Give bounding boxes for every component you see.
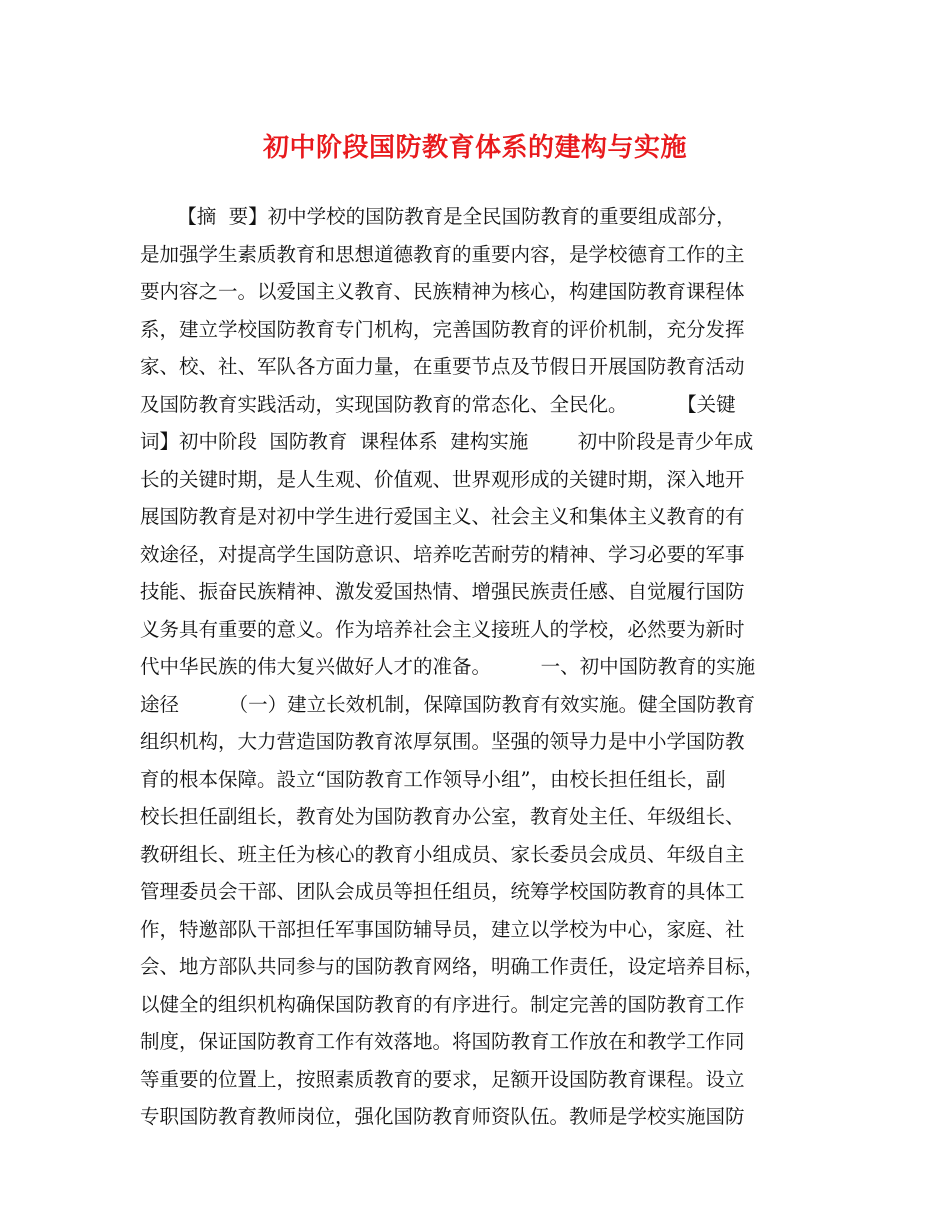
body-line: 制度，保证国防教育工作有效落地。将国防教育工作放在和教学工作同 <box>140 1030 745 1053</box>
body-line: 作，特邀部队干部担任军事国防辅导员，建立以学校为中心，家庭、社 <box>140 917 745 941</box>
body-line: 专职国防教育教师岗位，强化国防教育师资队伍。教师是学校实施国防 <box>140 1105 745 1128</box>
body-line: 教研组长、班主任为核心的教育小组成员、家长委员会成员、年级自主 <box>140 842 745 866</box>
body-line: 等重要的位置上，按照素质教育的要求，足额开设国防教育课程。设立 <box>140 1067 745 1091</box>
body-line: 义务具有重要的意义。作为培养社会主义接班人的学校，必然要为新时 <box>140 617 745 641</box>
body-line: 组织机构，大力营造国防教育浓厚氛围。坚强的领导力是中小学国防教 <box>140 730 745 753</box>
body-line: 育的根本保障。設立“国防教育工作领导小组”，由校长担任组长，副 <box>140 767 726 791</box>
body-line: 长的关键时期，是人生观、价值观、世界观形成的关键时期，深入地开 <box>140 467 745 491</box>
body-line: 技能、振奋民族精神、激发爱国热情、增强民族责任感、自觉履行国防 <box>140 580 745 603</box>
document-title: 初中阶段国防教育体系的建构与实施 <box>262 133 687 163</box>
body-line: 效途径，对提高学生国防意识、培养吃苦耐劳的精神、学习必要的军事 <box>140 542 745 566</box>
document-body <box>140 198 840 1136</box>
body-line: 要内容之一。以爱国主义教育、民族精神为核心，构建国防教育课程体 <box>140 280 745 303</box>
body-line: 及国防教育实践活动，实现国防教育的常态化、全民化。 【关键 <box>140 392 736 416</box>
body-line: 【摘 要】初中学校的国防教育是全民国防教育的重要组成部分， <box>140 205 736 228</box>
body-line: 系，建立学校国防教育专门机构，完善国防教育的评价机制，充分发挥 <box>140 317 745 341</box>
body-line: 管理委员会干部、团队会成员等担任组员，统筹学校国防教育的具体工 <box>140 880 745 903</box>
body-line: 代中华民族的伟大复兴做好人才的准备。 一、初中国防教育的实施 <box>140 655 756 678</box>
body-line: 家、校、社、军队各方面力量，在重要节点及节假日开展国防教育活动 <box>140 355 745 378</box>
body-line: 展国防教育是对初中学生进行爱国主义、社会主义和集体主义教育的有 <box>140 505 745 528</box>
body-line: 是加强学生素质教育和思想道德教育的重要内容，是学校德育工作的主 <box>140 242 745 266</box>
body-line: 以健全的组织机构确保国防教育的有序进行。制定完善的国防教育工作 <box>140 992 745 1016</box>
body-line: 途径 （一）建立长效机制，保障国防教育有效实施。健全国防教育 <box>140 692 756 716</box>
body-line: 词】初中阶段 国防教育 课程体系 建构实施 初中阶段是青少年成 <box>140 430 754 453</box>
body-line: 会、地方部队共同参与的国防教育网络，明确工作责任，设定培养目标， <box>140 955 765 978</box>
body-line: 校长担任副组长，教育处为国防教育办公室，教育处主任、年级组长、 <box>140 805 745 828</box>
